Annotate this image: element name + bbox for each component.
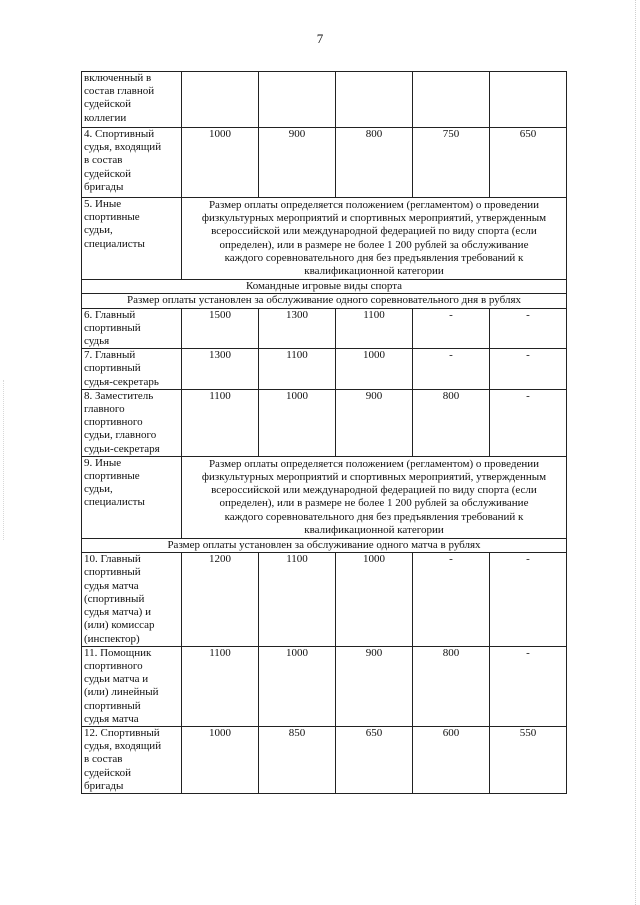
cell-line: определен), или в размере не более 1 200 рублей за обслуживание bbox=[219, 497, 529, 510]
cell-line: (инспектор) bbox=[84, 632, 140, 645]
table-row bbox=[82, 456, 567, 538]
fee-value bbox=[490, 72, 567, 128]
cell-line: 12. Спортивный bbox=[84, 726, 160, 739]
table-row bbox=[82, 72, 567, 128]
table-row bbox=[82, 128, 567, 198]
fee-value: - bbox=[413, 308, 490, 349]
cell-line: судейской bbox=[84, 766, 131, 779]
cell-line: Размер оплаты определяется положением (регламентом) о проведении bbox=[208, 199, 540, 211]
fee-value: 550 bbox=[490, 726, 567, 793]
fee-value: - bbox=[413, 553, 490, 646]
cell-line: бригады bbox=[84, 779, 124, 792]
cell-line: судьи-секретаря bbox=[84, 442, 160, 455]
cell-line: судья-секретарь bbox=[84, 375, 159, 388]
fee-value: - bbox=[413, 349, 490, 390]
fee-value: - bbox=[490, 553, 567, 646]
cell-line: (или) комиссар bbox=[84, 619, 155, 632]
fee-value: 1000 bbox=[259, 389, 336, 456]
fee-value: 1100 bbox=[182, 389, 259, 456]
fee-value: 1100 bbox=[336, 308, 413, 349]
scan-edge-right bbox=[634, 0, 636, 905]
cell-line: коллегии bbox=[84, 111, 127, 124]
fee-table-body bbox=[82, 72, 567, 794]
cell-line: бригады bbox=[84, 180, 124, 193]
row-label bbox=[82, 646, 182, 726]
page-number: 7 bbox=[316, 31, 324, 46]
fee-value: 1300 bbox=[182, 349, 259, 390]
cell-line: квалификационной категории bbox=[304, 523, 444, 536]
cell-line: судья bbox=[84, 335, 110, 348]
fee-value: 900 bbox=[336, 389, 413, 456]
fee-value: 1500 bbox=[182, 308, 259, 349]
cell-line: физкультурных мероприятий и спортивных мероприятий, утвержденным bbox=[201, 212, 547, 225]
cell-line: квалификационной категории bbox=[304, 265, 444, 278]
table-row bbox=[82, 198, 567, 280]
table-row bbox=[82, 553, 567, 646]
cell-line: 5. Иные bbox=[84, 198, 122, 210]
fee-value: 1000 bbox=[259, 646, 336, 726]
fee-value: - bbox=[490, 389, 567, 456]
row-label bbox=[82, 456, 182, 538]
cell-line: 7. Главный bbox=[84, 349, 136, 362]
cell-line: 6. Главный bbox=[84, 308, 136, 321]
cell-line: 10. Главный bbox=[84, 553, 141, 566]
fee-value: 800 bbox=[336, 128, 413, 198]
fee-value: 900 bbox=[259, 128, 336, 198]
fee-value: 600 bbox=[413, 726, 490, 793]
cell-line: судьи, bbox=[84, 483, 113, 496]
fee-value: 1000 bbox=[336, 553, 413, 646]
cell-line: состав главной bbox=[84, 85, 155, 98]
fee-value: - bbox=[490, 308, 567, 349]
cell-line: спортивный bbox=[84, 566, 141, 579]
fee-value: - bbox=[490, 349, 567, 390]
cell-line: спортивного bbox=[84, 659, 143, 672]
cell-line: 11. Помощник bbox=[84, 646, 152, 659]
row-label bbox=[82, 72, 182, 128]
cell-line: всероссийской или международной федерацией по виду спорта (если bbox=[211, 484, 537, 497]
subsection-header: Размер оплаты установлен за обслуживание одного матча в рублях bbox=[82, 539, 567, 553]
cell-line: судья матча bbox=[84, 579, 139, 592]
row-label bbox=[82, 553, 182, 646]
cell-line: судьи, главного bbox=[84, 429, 157, 442]
cell-line: судейской bbox=[84, 98, 131, 111]
fee-value: 650 bbox=[490, 128, 567, 198]
row-label bbox=[82, 726, 182, 793]
payment-note bbox=[182, 456, 567, 538]
cell-line: судья, входящий bbox=[84, 740, 162, 753]
row-label bbox=[82, 349, 182, 390]
fee-value: 1000 bbox=[336, 349, 413, 390]
cell-line: судья, входящий bbox=[84, 141, 162, 154]
cell-line: судья матча bbox=[84, 712, 139, 725]
cell-line: каждого соревновательного дня без предъявления требований к bbox=[224, 251, 524, 264]
fee-value: 800 bbox=[413, 389, 490, 456]
cell-line: (или) линейный bbox=[84, 686, 159, 699]
row-label bbox=[82, 128, 182, 198]
cell-line: (спортивный bbox=[84, 592, 145, 605]
cell-line: спортивный bbox=[84, 321, 141, 334]
cell-line: спортивные bbox=[84, 211, 140, 224]
row-label bbox=[82, 198, 182, 280]
fee-value bbox=[336, 72, 413, 128]
cell-line: главного bbox=[84, 403, 125, 416]
table-row bbox=[82, 389, 567, 456]
fee-value: 1300 bbox=[259, 308, 336, 349]
cell-line: спортивный bbox=[84, 699, 141, 712]
row-label bbox=[82, 389, 182, 456]
cell-line: спортивного bbox=[84, 416, 143, 429]
fee-value: 1100 bbox=[182, 646, 259, 726]
cell-line: судьи, bbox=[84, 224, 113, 237]
cell-line: специалисты bbox=[84, 496, 145, 509]
cell-line: спортивный bbox=[84, 362, 141, 375]
payment-note bbox=[182, 198, 567, 280]
cell-line: включенный в bbox=[84, 72, 152, 84]
cell-line: каждого соревновательного дня без предъявления требований к bbox=[224, 510, 524, 523]
table-row bbox=[82, 280, 567, 294]
cell-line: физкультурных мероприятий и спортивных мероприятий, утвержденным bbox=[201, 471, 547, 484]
fee-value: 1100 bbox=[259, 553, 336, 646]
subsection-header: Размер оплаты установлен за обслуживание одного соревновательного дня в рублях bbox=[82, 294, 567, 308]
cell-line: Размер оплаты определяется положением (регламентом) о проведении bbox=[208, 457, 540, 470]
cell-line: 4. Спортивный bbox=[84, 128, 155, 140]
cell-line: в состав bbox=[84, 753, 123, 766]
section-header: Командные игровые виды спорта bbox=[82, 280, 567, 294]
cell-line: 8. Заместитель bbox=[84, 389, 154, 402]
cell-line: всероссийской или международной федерацией по виду спорта (если bbox=[211, 225, 537, 238]
cell-line: определен), или в размере не более 1 200 рублей за обслуживание bbox=[219, 238, 529, 251]
fee-value: 1000 bbox=[182, 128, 259, 198]
fee-value: 650 bbox=[336, 726, 413, 793]
cell-line: специалисты bbox=[84, 237, 145, 250]
cell-line: спортивные bbox=[84, 470, 140, 483]
fee-value bbox=[413, 72, 490, 128]
table-row bbox=[82, 646, 567, 726]
cell-line: судейской bbox=[84, 167, 131, 180]
fee-value bbox=[182, 72, 259, 128]
fee-value: 750 bbox=[413, 128, 490, 198]
fee-value: 850 bbox=[259, 726, 336, 793]
scan-edge-left bbox=[3, 380, 5, 540]
fee-value bbox=[259, 72, 336, 128]
table-row bbox=[82, 308, 567, 349]
cell-line: в состав bbox=[84, 154, 123, 167]
fee-table bbox=[81, 71, 567, 794]
cell-line: судья матча) и bbox=[84, 606, 151, 619]
fee-value: - bbox=[490, 646, 567, 726]
fee-value: 1000 bbox=[182, 726, 259, 793]
table-row bbox=[82, 539, 567, 553]
row-label bbox=[82, 308, 182, 349]
fee-value: 800 bbox=[413, 646, 490, 726]
fee-value: 900 bbox=[336, 646, 413, 726]
fee-value: 1200 bbox=[182, 553, 259, 646]
fee-value: 1100 bbox=[259, 349, 336, 390]
table-row bbox=[82, 294, 567, 308]
table-row bbox=[82, 726, 567, 793]
cell-line: судьи матча и bbox=[84, 673, 149, 686]
cell-line: 9. Иные bbox=[84, 456, 122, 469]
table-row bbox=[82, 349, 567, 390]
